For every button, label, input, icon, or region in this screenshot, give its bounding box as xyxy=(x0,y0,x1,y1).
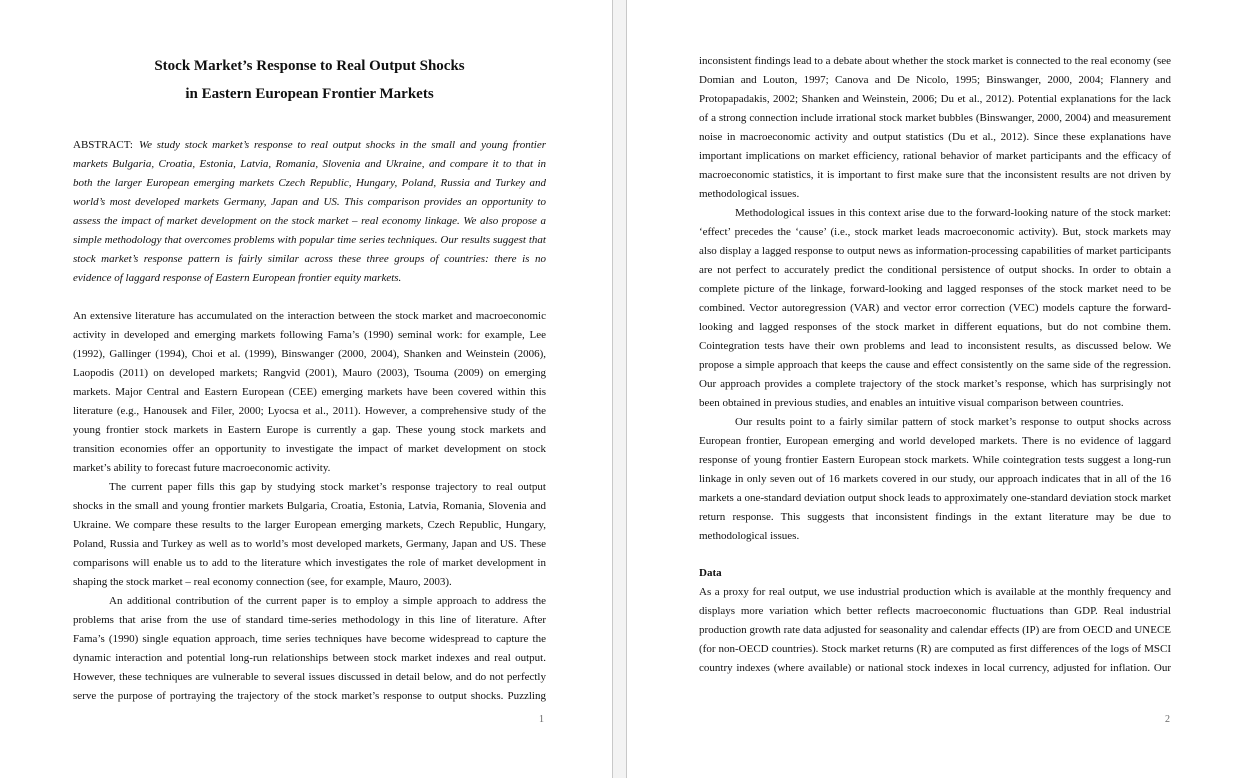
document-title xyxy=(73,52,546,108)
text-line: linkage in only seven out of 16 markets covered in our study, our approach indicates that in all of the 16 xyxy=(699,473,1171,485)
text-line: Our approach provides a complete trajectory of the stock market’s response, which has surprisingly not xyxy=(699,378,1171,390)
text-line: looking and lagged responses of the stock market in different equations, but do not combine them. xyxy=(699,321,1171,333)
text-line: of a strong connection include irrational stock market bubbles (Binswanger, 2000, 2004) and measurement xyxy=(699,112,1171,124)
text-line: Cointegration tests have their own problems and lead to inconsistent results, as discussed below. We xyxy=(699,340,1171,352)
text-line: country indexes (where available) or national stock indexes in local currency, adjusted for inflation. Our xyxy=(699,662,1171,674)
text-line: displays more variation which better reflects macroeconomic fluctuations than GDP. Real industrial xyxy=(699,605,1171,617)
text-line: Protopapadakis, 2002; Shanken and Weinstein, 2006; Du et al., 2012). Potential explanations for the lack xyxy=(699,93,1171,105)
text-line: stock market’s response pattern is fairly similar across these three groups of countries: there is no xyxy=(73,253,546,265)
data-section-paragraph xyxy=(699,583,1171,678)
text-line: (for non-OECD countries). Stock market returns (R) are computed as first differences of the logs of MSCI xyxy=(699,643,1171,655)
abstract-label: ABSTRACT: xyxy=(73,139,133,151)
paragraph xyxy=(699,413,1171,546)
text-line: combined. Vector autoregression (VAR) and vector error correction (VEC) models capture the forward- xyxy=(699,302,1171,314)
text-line: literature (e.g., Hanousek and Filer, 2000; Lyocsa et al., 2011). However, a comprehensive study of the xyxy=(73,405,546,417)
page2-body xyxy=(699,52,1171,546)
text-line: methodological issues. xyxy=(699,530,800,542)
text-line: methodological issues. xyxy=(699,188,800,200)
section-heading-data: Data xyxy=(699,567,722,579)
text-line: evidence of laggard response of Eastern European frontier equity markets. xyxy=(73,272,402,284)
text-line: markets. Major Central and Eastern European (CEE) emerging markets have been covered within this xyxy=(73,386,546,398)
text-line: An extensive literature has accumulated on the interaction between the stock market and macroeconomic xyxy=(73,310,546,322)
text-line: propose a simple approach that keeps the cause and effect consistently on the same side of the regression. xyxy=(699,359,1171,371)
text-line: ‘effect’ precedes the ‘cause’ (i.e., stock market leads macroeconomic activity). But, stock markets may xyxy=(699,226,1171,238)
text-line: serve the purpose of portraying the trajectory of the stock market’s response to output shocks. Puzzling xyxy=(73,690,546,702)
text-line: both the larger European emerging markets Czech Republic, Hungary, Poland, Russia and Turkey and xyxy=(73,177,546,189)
document-page-1[interactable] xyxy=(0,0,613,778)
text-line: An additional contribution of the current paper is to employ a simple approach to address the xyxy=(109,595,546,607)
text-line: shocks in the small and young frontier markets Bulgaria, Croatia, Estonia, Latvia, Romania, Slovenia and xyxy=(73,500,546,512)
text-line: dynamic interaction and potential long-run relationships between stock market indexes and real output. xyxy=(73,652,546,664)
text-line: world’s most developed markets Germany, Japan and US. This comparison provides an opportunity to xyxy=(73,196,546,208)
text-line: also display a lagged response to output news as information-processing capabilities of market participants xyxy=(699,245,1171,257)
abstract-text: We study stock market’s response to real output shocks in the small and young frontier xyxy=(138,139,546,151)
text-line: Ukraine. We compare these results to the larger European emerging markets, Czech Republic, Hungary, xyxy=(73,519,546,531)
text-line: However, these techniques are vulnerable to several issues discussed in detail below, and do not perfectly xyxy=(73,671,546,683)
text-line: are not perfect to accurately predict the conditional persistence of output shocks. In order to obtain a xyxy=(699,264,1171,276)
paragraph xyxy=(73,592,546,706)
text-line: complete picture of the linkage, forward-looking and lagged responses of the stock market need to be xyxy=(699,283,1171,295)
text-line: Poland, Russia and Turkey as well as to world’s most developed markets, Germany, Japan and US. These xyxy=(73,538,546,550)
text-line xyxy=(73,136,546,155)
text-line: markets Bulgaria, Croatia, Estonia, Latvia, Romania, Slovenia and Ukraine, and compare it to that in xyxy=(73,158,546,170)
text-line: assess the impact of market development on the stock market – real economy linkage. We also propose a xyxy=(73,215,546,227)
text-line: Our results point to a fairly similar pattern of stock market’s response to output shocks across xyxy=(735,416,1171,428)
title-line-1: Stock Market’s Response to Real Output Shocks xyxy=(154,58,465,74)
paragraph xyxy=(699,52,1171,204)
page-number: 2 xyxy=(1165,714,1170,725)
text-line: shaping the stock market – real economy connection (see, for example, Mauro, 2003). xyxy=(73,576,452,588)
text-line: macroeconomic statistics, it is important to first make sure that the inconsistent results are not driven by xyxy=(699,169,1171,181)
text-line: simple methodology that overcomes problems with popular time series techniques. Our results suggest that xyxy=(73,234,546,246)
document-page-2[interactable] xyxy=(626,0,1237,778)
page-number: 1 xyxy=(539,714,544,725)
text-line: important implications on market efficiency, rational behavior of market participants and the efficacy of xyxy=(699,150,1171,162)
text-line: young frontier stock markets in Eastern Europe is currently a gap. These young stock markets and xyxy=(73,424,546,436)
text-line: (1992), Gallinger (1994), Choi et al. (1999), Binswanger (2000, 2004), Shanken and Weinstein (2006), xyxy=(73,348,546,360)
text-line: market’s ability to forecast future macroeconomic activity. xyxy=(73,462,331,474)
text-line: Laopodis (2011) on developed markets; Rangvid (2001), Mauro (2003), Tsouma (2009) on emerging xyxy=(73,367,546,379)
text-line: Fama’s (1990) single equation approach, time series techniques have become widespread to capture the xyxy=(73,633,546,645)
text-line: response of young frontier Eastern European stock markets. While cointegration tests suggest a long-run xyxy=(699,454,1171,466)
text-line: The current paper fills this gap by studying stock market’s response trajectory to real output xyxy=(109,481,546,493)
paragraph xyxy=(699,204,1171,413)
text-line: inconsistent findings lead to a debate about whether the stock market is connected to the real economy (see xyxy=(699,55,1171,67)
text-line: comparisons will enable us to add to the literature which investigates the role of market development in xyxy=(73,557,546,569)
text-line: Domian and Louton, 1997; Canova and De Nicolo, 1995; Binswanger, 2000, 2004; Flannery and xyxy=(699,74,1171,86)
paragraph xyxy=(73,307,546,478)
title-line-2: in Eastern European Frontier Markets xyxy=(185,86,434,102)
text-line: been obtained in previous studies, and enables an intuitive visual comparison between countries. xyxy=(699,397,1124,409)
abstract xyxy=(73,136,546,288)
text-line: return response. This suggests that inconsistent findings in the extant literature may be due to xyxy=(699,511,1171,523)
text-line: As a proxy for real output, we use industrial production which is available at the monthly frequency and xyxy=(699,586,1171,598)
text-line: problems that arise from the use of standard time-series methodology in this line of literature. After xyxy=(73,614,546,626)
text-line: transition economies offer an opportunity to investigate the impact of market development on stock xyxy=(73,443,546,455)
page1-body xyxy=(73,307,546,706)
text-line: markets a one-standard deviation output shock leads to approximately one-standard deviation stock market xyxy=(699,492,1171,504)
paragraph xyxy=(73,478,546,592)
text-line: European frontier, European emerging and world developed markets. There is no evidence of laggard xyxy=(699,435,1171,447)
text-line: activity in developed and emerging markets following Fama’s (1990) seminal work: for example, Lee xyxy=(73,329,546,341)
text-line: noise in macroeconomic activity and output statistics (Du et al., 2012). Since these explanations have xyxy=(699,131,1171,143)
text-line: Methodological issues in this context arise due to the forward-looking nature of the stock market: xyxy=(735,207,1171,219)
text-line: production growth rate data adjusted for seasonality and calendar effects (IP) are from OECD and UNECE xyxy=(699,624,1171,636)
